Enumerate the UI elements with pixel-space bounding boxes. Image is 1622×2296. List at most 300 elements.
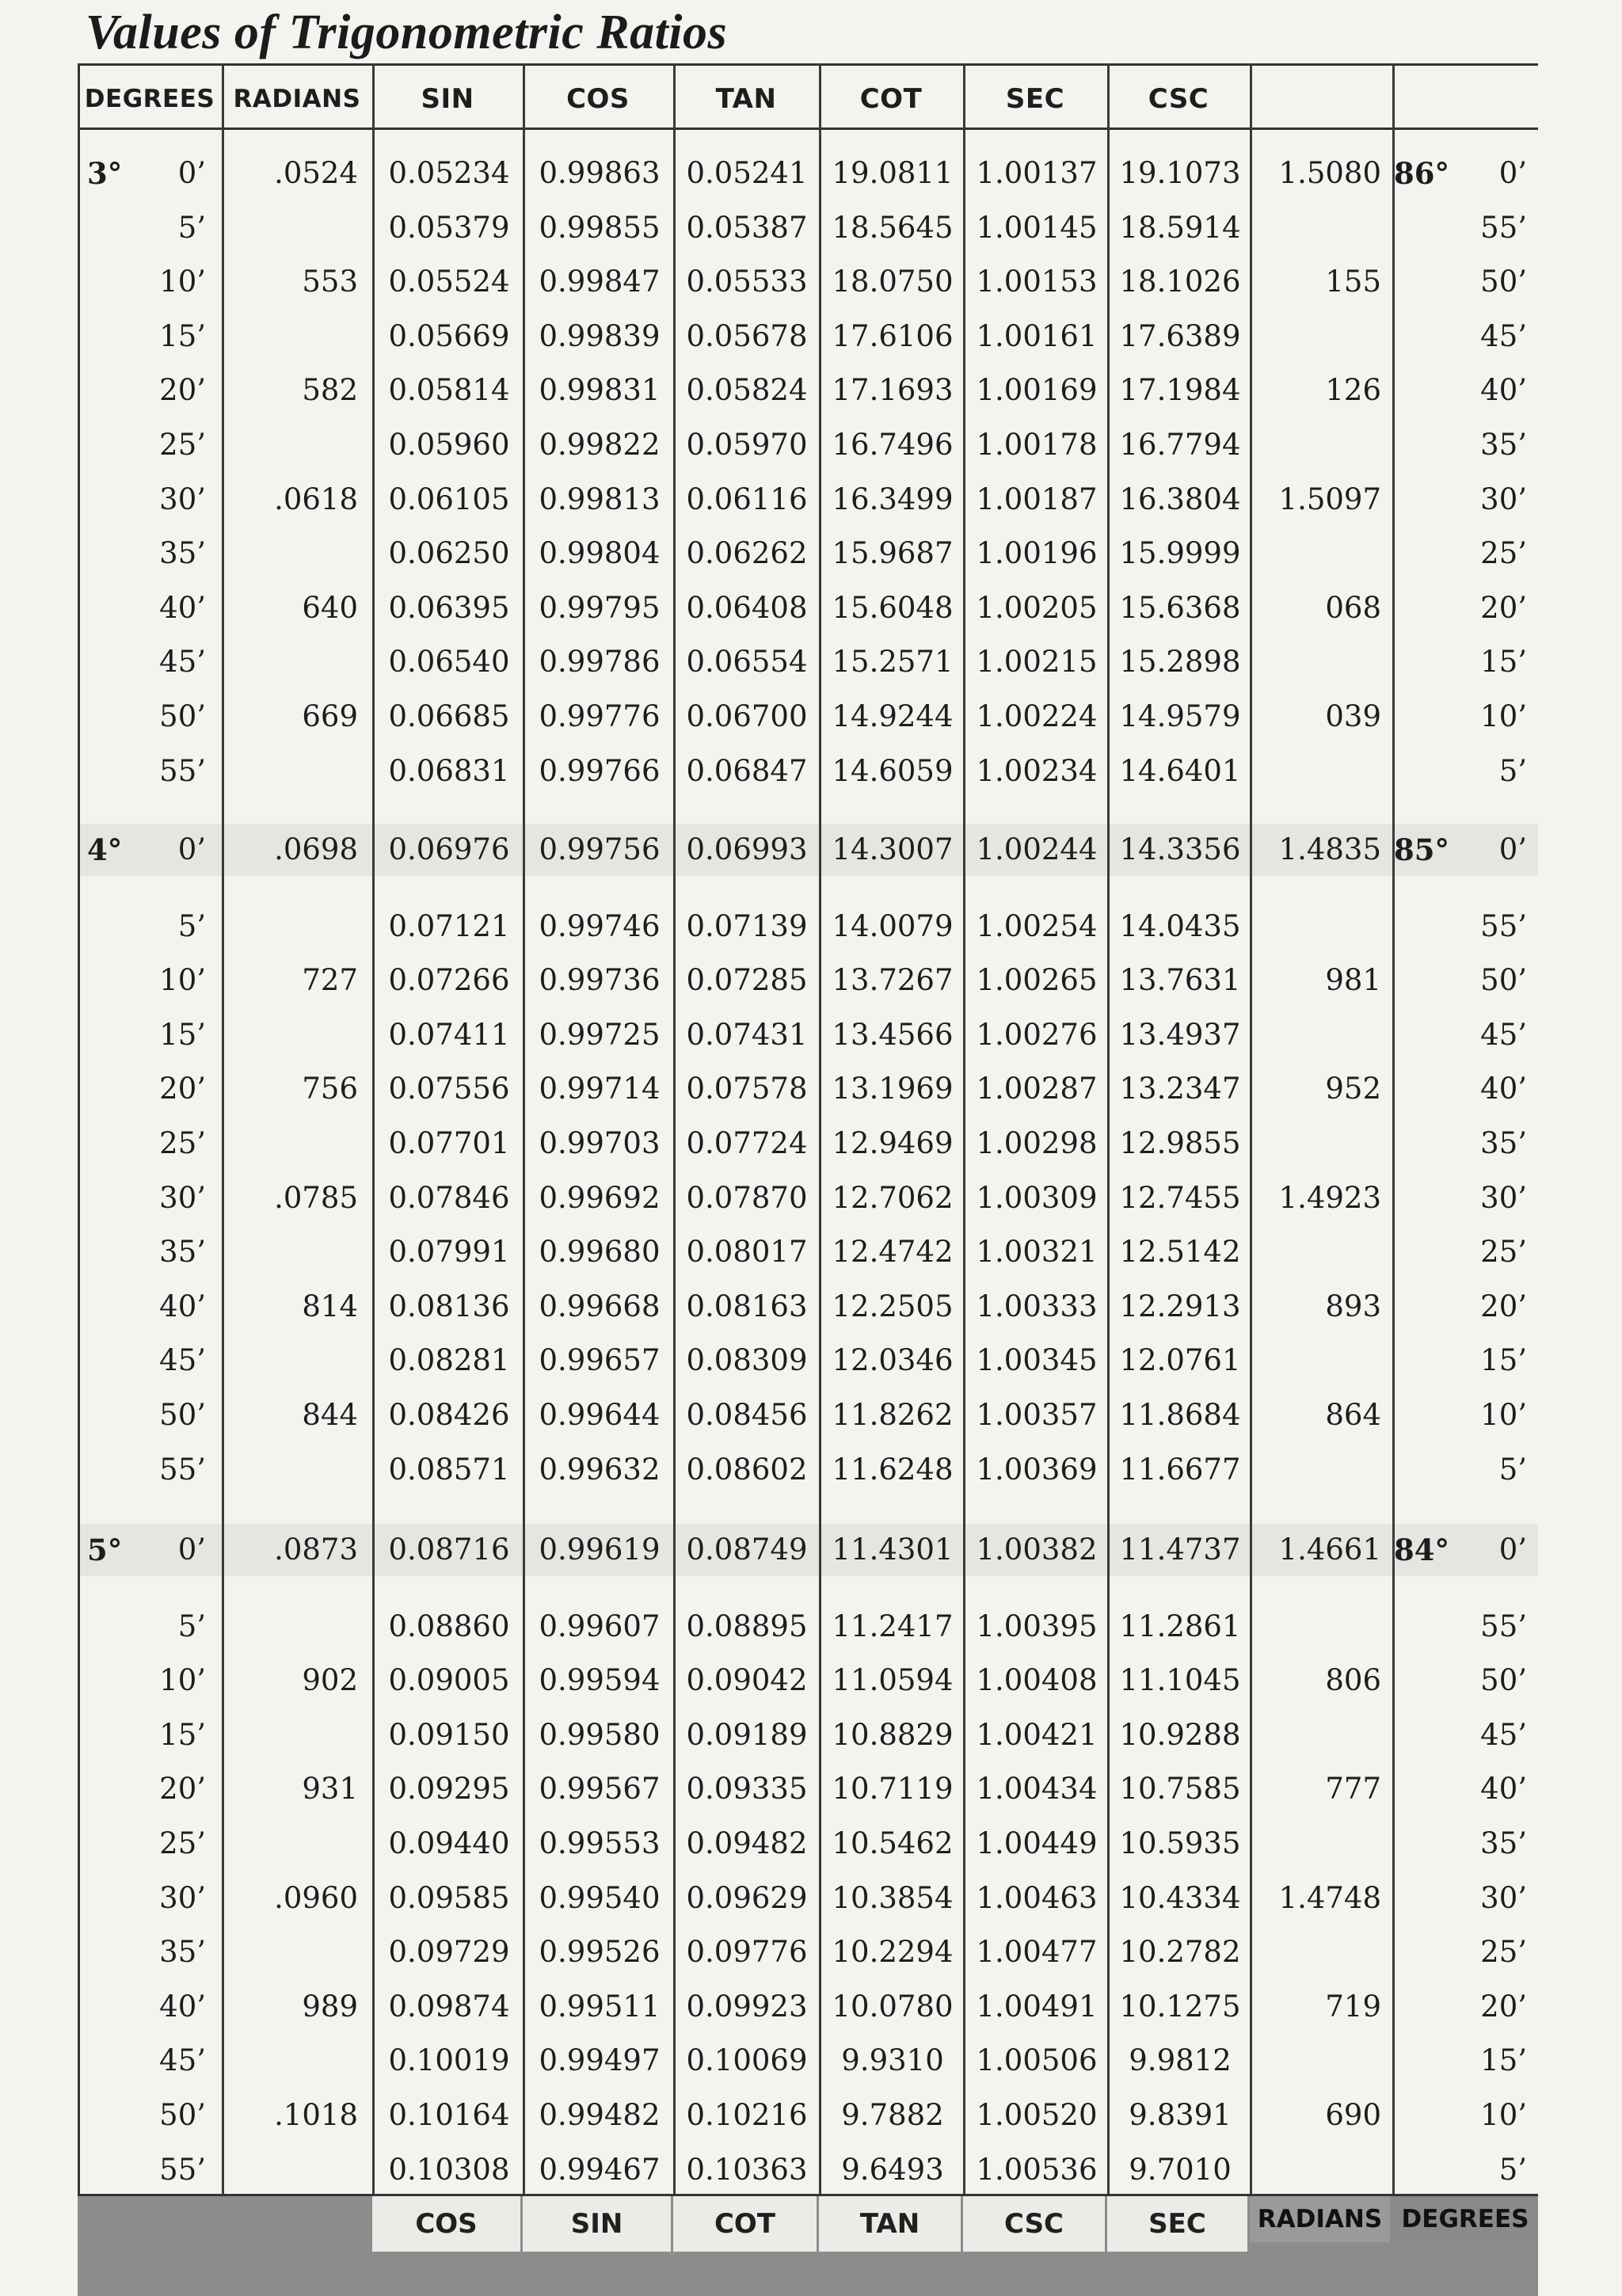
cot-value: 18.5645: [832, 210, 954, 245]
minute-value: 10’: [159, 963, 206, 998]
minute-value: 45’: [159, 645, 206, 680]
tan-value: 0.09042: [686, 1663, 808, 1698]
complement-degree-value: [1394, 641, 1449, 683]
tan-value: 0.08602: [686, 1452, 808, 1487]
sec-value: 1.00244: [976, 832, 1098, 866]
cos-value: 0.99607: [539, 1609, 661, 1643]
sin-value: 0.05234: [388, 156, 510, 190]
minute-value: 25’: [159, 1826, 206, 1860]
cos-value: 0.99714: [539, 1072, 661, 1106]
sec-value: 1.00463: [976, 1880, 1098, 1915]
sin-value: 0.08426: [388, 1398, 510, 1432]
minute-value: 40’: [159, 1989, 206, 2024]
complement-minute-value: 55’: [1480, 210, 1527, 245]
radian-value: [238, 905, 358, 948]
sin-value: 0.10308: [388, 2152, 510, 2187]
csc-value: 11.4737: [1119, 1533, 1241, 1567]
complement-minute-value: 50’: [1480, 1663, 1527, 1698]
page-title: Values of Trigonometric Ratios: [86, 6, 728, 59]
cos-value: 0.99482: [539, 2098, 661, 2132]
radian-value: .0873: [274, 1533, 358, 1567]
csc-value: 9.9812: [1129, 2043, 1232, 2078]
footer-radians: RADIANS: [1250, 2196, 1390, 2242]
degree-value: 5°: [87, 1533, 123, 1567]
radian-value: [238, 1231, 358, 1274]
cot-value: 9.9310: [841, 2043, 944, 2078]
cos-value: 0.99736: [539, 963, 661, 998]
tan-value: 0.07578: [686, 1072, 808, 1106]
sec-value: 1.00161: [976, 318, 1098, 353]
tan-value: 0.08895: [686, 1609, 808, 1643]
cot-value: 14.3007: [832, 832, 954, 866]
radian-value: [238, 1714, 358, 1757]
sec-value: 1.00395: [976, 1609, 1098, 1643]
sin-value: 0.07411: [388, 1017, 510, 1052]
minute-value: 40’: [159, 1289, 206, 1323]
csc-value: 10.1275: [1119, 1989, 1241, 2024]
complement-degree-value: [1394, 1068, 1449, 1110]
minute-value: 15’: [159, 1017, 206, 1052]
sec-value: 1.00421: [976, 1717, 1098, 1752]
sin-value: 0.05669: [388, 318, 510, 353]
cos-value: 0.99863: [539, 156, 661, 190]
cot-value: 10.2294: [832, 1935, 954, 1970]
tan-value: 0.09629: [686, 1880, 808, 1915]
cos-value: 0.99553: [539, 1826, 661, 1860]
sec-value: 1.00215: [976, 645, 1098, 680]
cos-value: 0.99680: [539, 1235, 661, 1270]
tan-value: 0.06554: [686, 645, 808, 680]
sec-value: 1.00449: [976, 1826, 1098, 1860]
complement-degree-value: [1394, 1931, 1449, 1974]
cot-value: 15.6048: [832, 590, 954, 625]
radian-value: [238, 2039, 358, 2082]
complement-minute-value: 45’: [1480, 318, 1527, 353]
sin-value: 0.07991: [388, 1235, 510, 1270]
complement-radian-value: 1.4748: [1278, 1880, 1381, 1915]
sec-value: 1.00169: [976, 373, 1098, 408]
minute-value: 10’: [159, 265, 206, 299]
complement-minute-value: 35’: [1480, 428, 1527, 462]
sin-value: 0.08281: [388, 1343, 510, 1378]
minute-value: 0’: [177, 156, 206, 190]
footer-cos: COS: [372, 2196, 520, 2252]
minute-value: 25’: [159, 428, 206, 462]
complement-minute-value: 15’: [1480, 645, 1527, 680]
tan-value: 0.09923: [686, 1989, 808, 2024]
cot-value: 14.6059: [832, 753, 954, 788]
sin-value: 0.06685: [388, 699, 510, 733]
minute-value: 50’: [159, 2098, 206, 2132]
cot-value: 12.7062: [832, 1180, 954, 1215]
csc-value: 17.1984: [1119, 373, 1241, 408]
header-tan: TAN: [715, 83, 777, 115]
complement-minute-value: 35’: [1480, 1126, 1527, 1160]
csc-value: 14.9579: [1119, 699, 1241, 733]
complement-degree-value: [1394, 587, 1449, 630]
complement-radian-value: [1245, 315, 1381, 358]
sin-value: 0.06395: [388, 590, 510, 625]
complement-degree-value: 84°: [1394, 1533, 1449, 1567]
cot-value: 17.6106: [832, 318, 954, 353]
cot-value: 9.6493: [841, 2152, 944, 2187]
footer-tan: TAN: [819, 2196, 961, 2252]
sin-value: 0.10164: [388, 2098, 510, 2132]
complement-degree-value: [1394, 2149, 1449, 2191]
sin-value: 0.09295: [388, 1772, 510, 1807]
minute-value: 30’: [159, 482, 206, 516]
sec-value: 1.00153: [976, 265, 1098, 299]
complement-minute-value: 10’: [1480, 2098, 1527, 2132]
header-cos: COS: [566, 83, 630, 115]
csc-value: 16.3804: [1119, 482, 1241, 516]
csc-value: 13.7631: [1119, 963, 1241, 998]
cot-value: 15.2571: [832, 645, 954, 680]
cos-value: 0.99746: [539, 908, 661, 943]
radian-value: .0618: [274, 482, 358, 516]
radian-value: .0524: [274, 156, 358, 190]
sec-value: 1.00178: [976, 428, 1098, 462]
footer-csc: CSC: [963, 2196, 1105, 2252]
csc-value: 14.6401: [1119, 753, 1241, 788]
cos-value: 0.99594: [539, 1663, 661, 1698]
cot-value: 10.7119: [832, 1772, 954, 1807]
csc-value: 18.5914: [1119, 210, 1241, 245]
minute-value: 45’: [159, 1343, 206, 1378]
complement-radian-value: [1245, 1014, 1381, 1057]
complement-minute-value: 20’: [1480, 1989, 1527, 2024]
cos-value: 0.99839: [539, 318, 661, 353]
cot-value: 14.9244: [832, 699, 954, 733]
tan-value: 0.05533: [686, 265, 808, 299]
complement-degree-value: [1394, 1877, 1449, 1920]
minute-value: 35’: [159, 536, 206, 571]
complement-degree-value: [1394, 1122, 1449, 1165]
sin-value: 0.05524: [388, 265, 510, 299]
sec-value: 1.00309: [976, 1180, 1098, 1215]
sec-value: 1.00321: [976, 1235, 1098, 1270]
complement-minute-value: 5’: [1498, 2152, 1527, 2187]
complement-degree-value: [1394, 1659, 1449, 1702]
csc-value: 10.7585: [1119, 1772, 1241, 1807]
complement-degree-value: [1394, 1822, 1449, 1865]
complement-minute-value: 40’: [1480, 1072, 1527, 1106]
sec-value: 1.00187: [976, 482, 1098, 516]
sec-value: 1.00254: [976, 908, 1098, 943]
tan-value: 0.10069: [686, 2043, 808, 2078]
cot-value: 10.0780: [832, 1989, 954, 2024]
complement-minute-value: 0’: [1498, 156, 1527, 190]
sec-value: 1.00205: [976, 590, 1098, 625]
complement-degree-value: [1394, 695, 1449, 738]
complement-degree-value: [1394, 2094, 1449, 2137]
cot-value: 14.0079: [832, 908, 954, 943]
cos-value: 0.99756: [539, 832, 661, 866]
cos-value: 0.99703: [539, 1126, 661, 1160]
csc-value: 14.0435: [1119, 908, 1241, 943]
tan-value: 0.07285: [686, 963, 808, 998]
tan-value: 0.08309: [686, 1343, 808, 1378]
cot-value: 11.8262: [832, 1398, 954, 1432]
sin-value: 0.06831: [388, 753, 510, 788]
cos-value: 0.99567: [539, 1772, 661, 1807]
sec-value: 1.00137: [976, 156, 1098, 190]
minute-value: 55’: [159, 753, 206, 788]
tan-value: 0.06262: [686, 536, 808, 571]
csc-value: 13.2347: [1119, 1072, 1241, 1106]
complement-degree-value: [1394, 1605, 1449, 1648]
complement-minute-value: 55’: [1480, 1609, 1527, 1643]
complement-radian-value: 719: [1325, 1989, 1381, 2024]
cos-value: 0.99855: [539, 210, 661, 245]
tan-value: 0.10363: [686, 2152, 808, 2187]
cot-value: 10.8829: [832, 1717, 954, 1752]
complement-radian-value: 690: [1325, 2098, 1381, 2132]
table-header: [78, 63, 1538, 130]
cot-value: 16.3499: [832, 482, 954, 516]
cot-value: 12.2505: [832, 1289, 954, 1323]
radian-value: 756: [302, 1072, 358, 1106]
cot-value: 12.9469: [832, 1126, 954, 1160]
minute-value: 0’: [177, 1533, 206, 1567]
radian-value: 902: [302, 1663, 358, 1698]
degree-value: 4°: [87, 832, 123, 867]
complement-degree-value: [1394, 2039, 1449, 2082]
radian-value: .1018: [274, 2098, 358, 2132]
minute-value: 5’: [177, 908, 206, 943]
sec-value: 1.00506: [976, 2043, 1098, 2078]
csc-value: 9.7010: [1129, 2152, 1232, 2187]
cot-value: 9.7882: [841, 2098, 944, 2132]
complement-radian-value: 952: [1325, 1072, 1381, 1106]
cos-value: 0.99831: [539, 373, 661, 408]
radian-value: 989: [302, 1989, 358, 2024]
cot-value: 10.5462: [832, 1826, 954, 1860]
complement-minute-value: 45’: [1480, 1717, 1527, 1752]
radian-value: 844: [302, 1398, 358, 1432]
cos-value: 0.99540: [539, 1880, 661, 1915]
tan-value: 0.05678: [686, 318, 808, 353]
complement-radian-value: 981: [1325, 963, 1381, 998]
radian-value: 814: [302, 1289, 358, 1323]
complement-degree-value: [1394, 1177, 1449, 1220]
complement-minute-value: 10’: [1480, 699, 1527, 733]
complement-radian-value: [1245, 905, 1381, 948]
complement-minute-value: 10’: [1480, 1398, 1527, 1432]
sin-value: 0.05379: [388, 210, 510, 245]
cos-value: 0.99657: [539, 1343, 661, 1378]
complement-radian-value: [1245, 1339, 1381, 1382]
csc-value: 11.2861: [1119, 1609, 1241, 1643]
csc-value: 11.6677: [1119, 1452, 1241, 1487]
complement-minute-value: 15’: [1480, 2043, 1527, 2078]
header-radians: RADIANS: [233, 85, 361, 113]
complement-degree-value: [1394, 1768, 1449, 1811]
complement-minute-value: 5’: [1498, 1452, 1527, 1487]
sec-value: 1.00477: [976, 1935, 1098, 1970]
complement-radian-value: 1.5097: [1278, 482, 1381, 516]
tan-value: 0.07724: [686, 1126, 808, 1160]
tan-value: 0.05970: [686, 428, 808, 462]
sec-value: 1.00145: [976, 210, 1098, 245]
sec-value: 1.00382: [976, 1533, 1098, 1567]
minute-value: 40’: [159, 590, 206, 625]
sin-value: 0.09729: [388, 1935, 510, 1970]
minute-value: 45’: [159, 2043, 206, 2078]
cos-value: 0.99467: [539, 2152, 661, 2187]
radian-value: 582: [302, 373, 358, 408]
minute-value: 15’: [159, 1717, 206, 1752]
sin-value: 0.06976: [388, 832, 510, 866]
csc-value: 11.8684: [1119, 1398, 1241, 1432]
cos-value: 0.99766: [539, 753, 661, 788]
sec-value: 1.00265: [976, 963, 1098, 998]
minute-value: 30’: [159, 1180, 206, 1215]
sin-value: 0.06540: [388, 645, 510, 680]
tan-value: 0.06993: [686, 832, 808, 866]
complement-radian-value: 806: [1325, 1663, 1381, 1698]
sin-value: 0.05814: [388, 373, 510, 408]
complement-radian-value: 893: [1325, 1289, 1381, 1323]
complement-radian-value: 864: [1325, 1398, 1381, 1432]
cos-value: 0.99668: [539, 1289, 661, 1323]
radian-value: [238, 1449, 358, 1491]
complement-degree-value: [1394, 1231, 1449, 1274]
sec-value: 1.00276: [976, 1017, 1098, 1052]
tan-value: 0.07139: [686, 908, 808, 943]
complement-degree-value: [1394, 1449, 1449, 1491]
complement-degree-value: [1394, 1986, 1449, 2028]
sec-value: 1.00434: [976, 1772, 1098, 1807]
csc-value: 13.4937: [1119, 1017, 1241, 1052]
sin-value: 0.05960: [388, 428, 510, 462]
complement-degree-value: [1394, 905, 1449, 948]
tan-value: 0.06847: [686, 753, 808, 788]
sin-value: 0.09005: [388, 1663, 510, 1698]
complement-degree-value: [1394, 532, 1449, 575]
complement-minute-value: 30’: [1480, 1880, 1527, 1915]
minute-value: 30’: [159, 1880, 206, 1915]
complement-radian-value: [1245, 750, 1381, 793]
complement-radian-value: [1245, 1122, 1381, 1165]
cos-value: 0.99725: [539, 1017, 661, 1052]
radian-value: .0698: [274, 832, 358, 866]
cos-value: 0.99632: [539, 1452, 661, 1487]
minute-value: 50’: [159, 1398, 206, 1432]
csc-value: 10.4334: [1119, 1880, 1241, 1915]
sec-value: 1.00369: [976, 1452, 1098, 1487]
complement-radian-value: 039: [1325, 699, 1381, 733]
sin-value: 0.09440: [388, 1826, 510, 1860]
tan-value: 0.05824: [686, 373, 808, 408]
cot-value: 11.4301: [832, 1533, 954, 1567]
sin-value: 0.08716: [388, 1533, 510, 1567]
tan-value: 0.07431: [686, 1017, 808, 1052]
complement-minute-value: 20’: [1480, 590, 1527, 625]
radian-value: [238, 1014, 358, 1057]
radian-value: 727: [302, 963, 358, 998]
complement-degree-value: [1394, 1394, 1449, 1437]
cos-value: 0.99644: [539, 1398, 661, 1432]
complement-minute-value: 5’: [1498, 753, 1527, 788]
csc-value: 18.1026: [1119, 265, 1241, 299]
complement-minute-value: 40’: [1480, 373, 1527, 408]
sin-value: 0.10019: [388, 2043, 510, 2078]
complement-degree-value: [1394, 207, 1449, 249]
cot-value: 11.2417: [832, 1609, 954, 1643]
radian-value: [238, 424, 358, 466]
complement-minute-value: 50’: [1480, 963, 1527, 998]
complement-radian-value: [1245, 1605, 1381, 1648]
sin-value: 0.07846: [388, 1180, 510, 1215]
cos-value: 0.99822: [539, 428, 661, 462]
cos-value: 0.99776: [539, 699, 661, 733]
table-footer: [78, 2194, 1538, 2296]
tan-value: 0.09776: [686, 1935, 808, 1970]
radian-value: 669: [302, 699, 358, 733]
complement-degree-value: [1394, 424, 1449, 466]
tan-value: 0.06408: [686, 590, 808, 625]
complement-minute-value: 35’: [1480, 1826, 1527, 1860]
sin-value: 0.07556: [388, 1072, 510, 1106]
complement-minute-value: 55’: [1480, 908, 1527, 943]
complement-degree-value: 86°: [1394, 156, 1449, 191]
footer-cot: COT: [673, 2196, 817, 2252]
sin-value: 0.06105: [388, 482, 510, 516]
cot-value: 11.6248: [832, 1452, 954, 1487]
complement-minute-value: 25’: [1480, 1935, 1527, 1970]
complement-degree-value: [1394, 1339, 1449, 1382]
header-blank-2: [1392, 66, 1538, 132]
minute-value: 20’: [159, 373, 206, 408]
minute-value: 20’: [159, 1772, 206, 1807]
complement-radian-value: [1245, 641, 1381, 683]
sin-value: 0.09585: [388, 1880, 510, 1915]
cot-value: 11.0594: [832, 1663, 954, 1698]
cos-value: 0.99795: [539, 590, 661, 625]
tan-value: 0.05241: [686, 156, 808, 190]
cos-value: 0.99497: [539, 2043, 661, 2078]
csc-value: 19.1073: [1119, 156, 1241, 190]
sin-value: 0.07701: [388, 1126, 510, 1160]
complement-degree-value: [1394, 478, 1449, 521]
csc-value: 12.5142: [1119, 1235, 1241, 1270]
sin-value: 0.07121: [388, 908, 510, 943]
csc-value: 15.9999: [1119, 536, 1241, 571]
radian-value: 640: [302, 590, 358, 625]
cot-value: 10.3854: [832, 1880, 954, 1915]
minute-value: 55’: [159, 1452, 206, 1487]
sin-value: 0.08860: [388, 1609, 510, 1643]
complement-minute-value: 30’: [1480, 482, 1527, 516]
cos-value: 0.99847: [539, 265, 661, 299]
sec-value: 1.00520: [976, 2098, 1098, 2132]
tan-value: 0.06700: [686, 699, 808, 733]
complement-radian-value: [1245, 1449, 1381, 1491]
cot-value: 18.0750: [832, 265, 954, 299]
complement-radian-value: 1.4661: [1278, 1533, 1381, 1567]
minute-value: 35’: [159, 1235, 206, 1270]
tan-value: 0.09335: [686, 1772, 808, 1807]
sec-value: 1.00491: [976, 1989, 1098, 2024]
header-sec: SEC: [1005, 83, 1065, 115]
sin-value: 0.06250: [388, 536, 510, 571]
radian-value: .0785: [274, 1180, 358, 1215]
minute-value: 10’: [159, 1663, 206, 1698]
complement-minute-value: 15’: [1480, 1343, 1527, 1378]
header-blank-1: [1250, 66, 1392, 132]
complement-radian-value: 777: [1325, 1772, 1381, 1807]
